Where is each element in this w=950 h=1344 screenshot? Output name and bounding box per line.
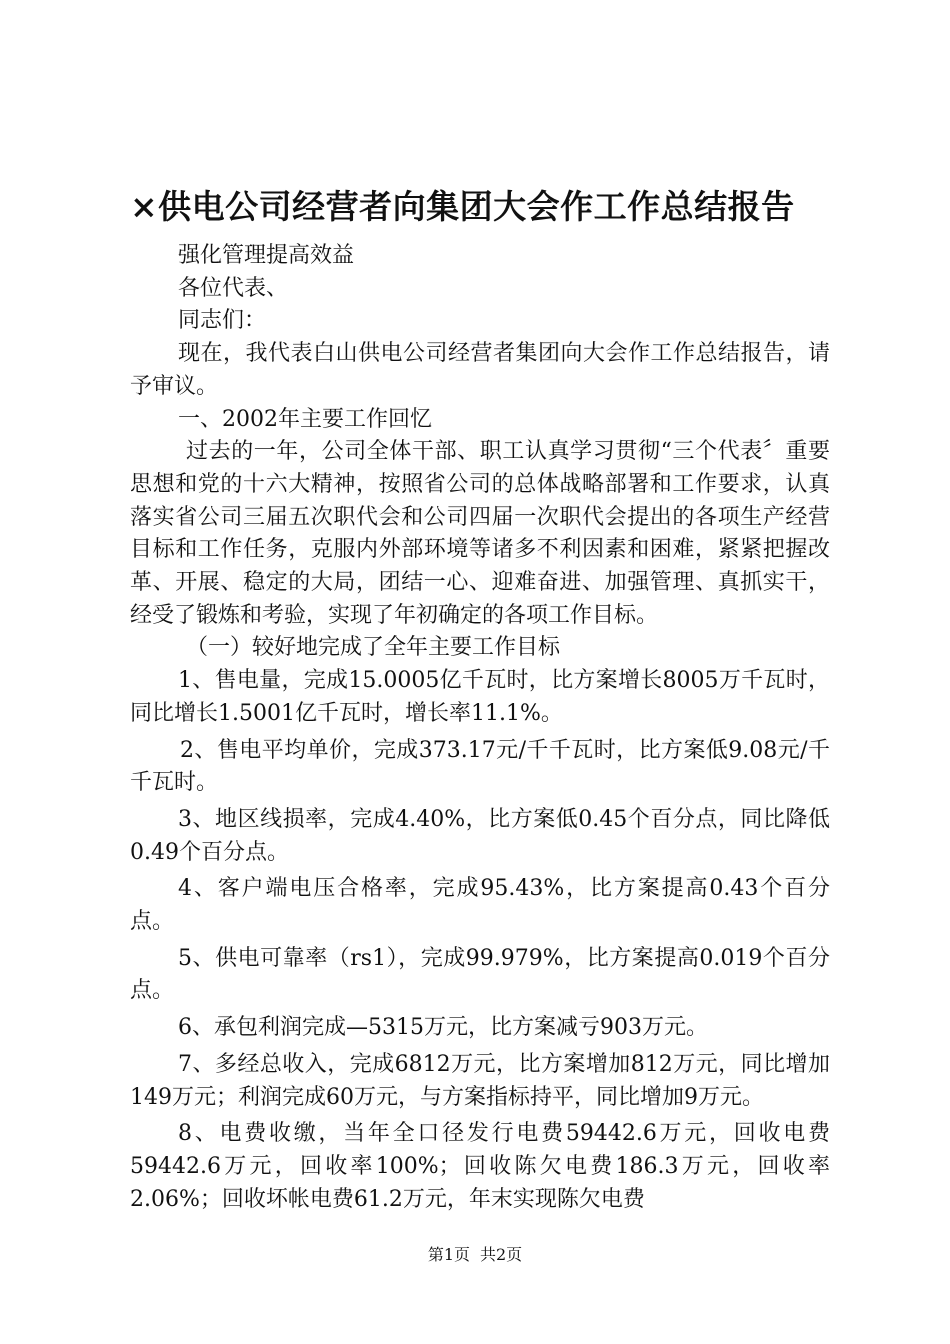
section-heading: 一、2002年主要工作回忆: [178, 406, 432, 432]
list-item: 4、客户端电压合格率，完成95.43%，比方案提高0.43个百分点。: [130, 876, 830, 935]
salutation-comrades: 同志们：: [178, 308, 267, 334]
document-body: [130, 240, 830, 1216]
list-item: 2、售电平均单价，完成373.17元/千千瓦时，比方案低9.08元/千千瓦时。: [130, 737, 830, 796]
list-item: 6、承包利润完成—5315万元，比方案减亏903万元。: [178, 1015, 708, 1041]
list-item: 1、售电量，完成15.0005亿千瓦时，比方案增长8005万千瓦时，同比增长1.5001亿千瓦时，增长率11.1%。: [130, 668, 830, 726]
page-count: 共2页: [480, 1245, 523, 1264]
page-number: 第1页: [427, 1245, 470, 1264]
document-title: ×供电公司经营者向集团大会作工作总结报告: [130, 187, 795, 226]
list-item: 3、地区线损率，完成4.40%，比方案低0.45个百分点，同比降低0.49个百分点。: [130, 806, 830, 865]
intro-paragraph: 现在，我代表白山供电公司经营者集团向大会作工作总结报告，请予审议。: [130, 341, 830, 399]
subtitle: 强化管理提高效益: [178, 243, 355, 268]
section-body-paragraph: 过去的一年，公司全体干部、职工认真学习贯彻“三个代表〞重要思想和党的十六大精神，按照省公司的总体战略部署和工作要求，认真落实省公司三届五次职代会和公司四届一次职代会提出的各项生产经营目标和工作任务，克服内外部环境等诸多不利因素和困难，紧紧把握改革、开展、稳定的大局，团结一心、迎难奋进、加强管理、真抓实干，经受了锻炼和考验，实现了年初确定的各项工作目标。: [130, 439, 830, 628]
list-item: 8、电费收缴，当年全口径发行电费59442.6万元，回收电费59442.6万元，回收率100%；回收陈欠电费186.3万元，回收率2.06%；回收坏帐电费61.2万元，年末实现陈欠电费: [130, 1121, 830, 1212]
list-item: 5、供电可靠率（rs1），完成99.979%，比方案提高0.019个百分点。: [130, 945, 830, 1004]
list-item: 7、多经总收入，完成6812万元，比方案增加812万元，同比增加149万元；利润完成60万元，与方案指标持平，同比增加9万元。: [130, 1051, 830, 1110]
subsection-heading: （一）较好地完成了全年主要工作目标: [186, 635, 561, 661]
page-footer: [0, 1244, 950, 1266]
salutation-delegates: 各位代表、: [178, 275, 289, 301]
